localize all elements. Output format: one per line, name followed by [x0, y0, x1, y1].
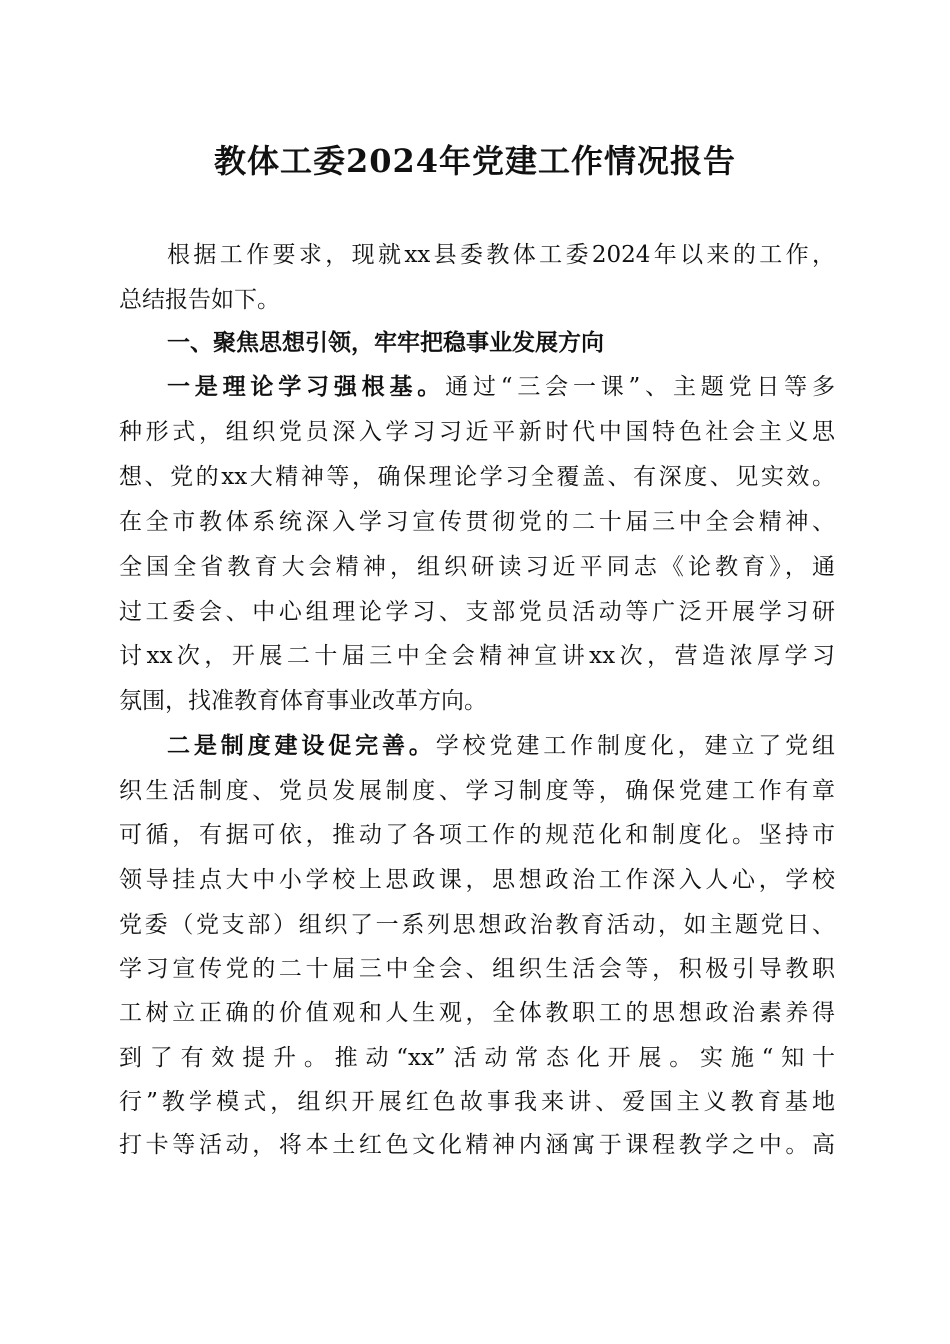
- paragraph-line: 工树立正确的价值观和人生观，全体教职工的思想政治素养得: [119, 1000, 835, 1026]
- paragraph-line: 氛围，找准教育体育事业改革方向。: [119, 688, 487, 714]
- paragraph-line: [167, 372, 835, 402]
- paragraph-line: 全国全省教育大会精神，组织研读习近平同志《论教育》，通: [119, 554, 835, 580]
- paragraph-line: 打卡等活动，将本土红色文化精神内涵寓于课程教学之中。高: [119, 1132, 835, 1158]
- paragraph-line: 在全市教体系统深入学习宣传贯彻党的二十届三中全会精神、: [119, 509, 835, 535]
- paragraph-line: 织生活制度、党员发展制度、学习制度等，确保党建工作有章: [119, 778, 835, 804]
- paragraph-lead: 一是理论学习强根基。: [167, 373, 446, 400]
- paragraph-line: 可循，有据可依，推动了各项工作的规范化和制度化。坚持市: [119, 822, 835, 848]
- paragraph-lead: 二是制度建设促完善。: [167, 732, 436, 759]
- paragraph-line: 领导挂点大中小学校上思政课，思想政治工作深入人心，学校: [119, 867, 835, 893]
- document-title: 教体工委2024年党建工作情况报告: [213, 142, 737, 180]
- paragraph-line: 讨xx次，开展二十届三中全会精神宣讲xx次，营造浓厚学习: [119, 643, 835, 669]
- paragraph-text: 通过“三会一课”、主题党日等多: [445, 374, 835, 400]
- paragraph-line: 行”教学模式，组织开展红色故事我来讲、爱国主义教育基地: [119, 1089, 835, 1115]
- paragraph-line: 种形式，组织党员深入学习习近平新时代中国特色社会主义思: [119, 419, 835, 445]
- paragraph-line: 想、党的xx大精神等，确保理论学习全覆盖、有深度、见实效。: [119, 464, 835, 490]
- section-heading: 一、聚焦思想引领，牢牢把稳事业发展方向: [167, 330, 604, 356]
- intro-line: 根据工作要求，现就xx县委教体工委2024年以来的工作，: [167, 242, 835, 268]
- intro-line: 总结报告如下。: [119, 287, 280, 313]
- paragraph-line: 学习宣传党的二十届三中全会、组织生活会等，积极引导教职: [119, 956, 835, 982]
- paragraph-text: 学校党建工作制度化，建立了党组: [435, 733, 835, 759]
- paragraph-line: 过工委会、中心组理论学习、支部党员活动等广泛开展学习研: [119, 599, 835, 625]
- paragraph-line: [167, 731, 835, 761]
- paragraph-line: 到了有效提升。推动“xx”活动常态化开展。实施“知十: [119, 1045, 835, 1071]
- paragraph-line: 党委（党支部）组织了一系列思想政治教育活动，如主题党日、: [119, 912, 835, 938]
